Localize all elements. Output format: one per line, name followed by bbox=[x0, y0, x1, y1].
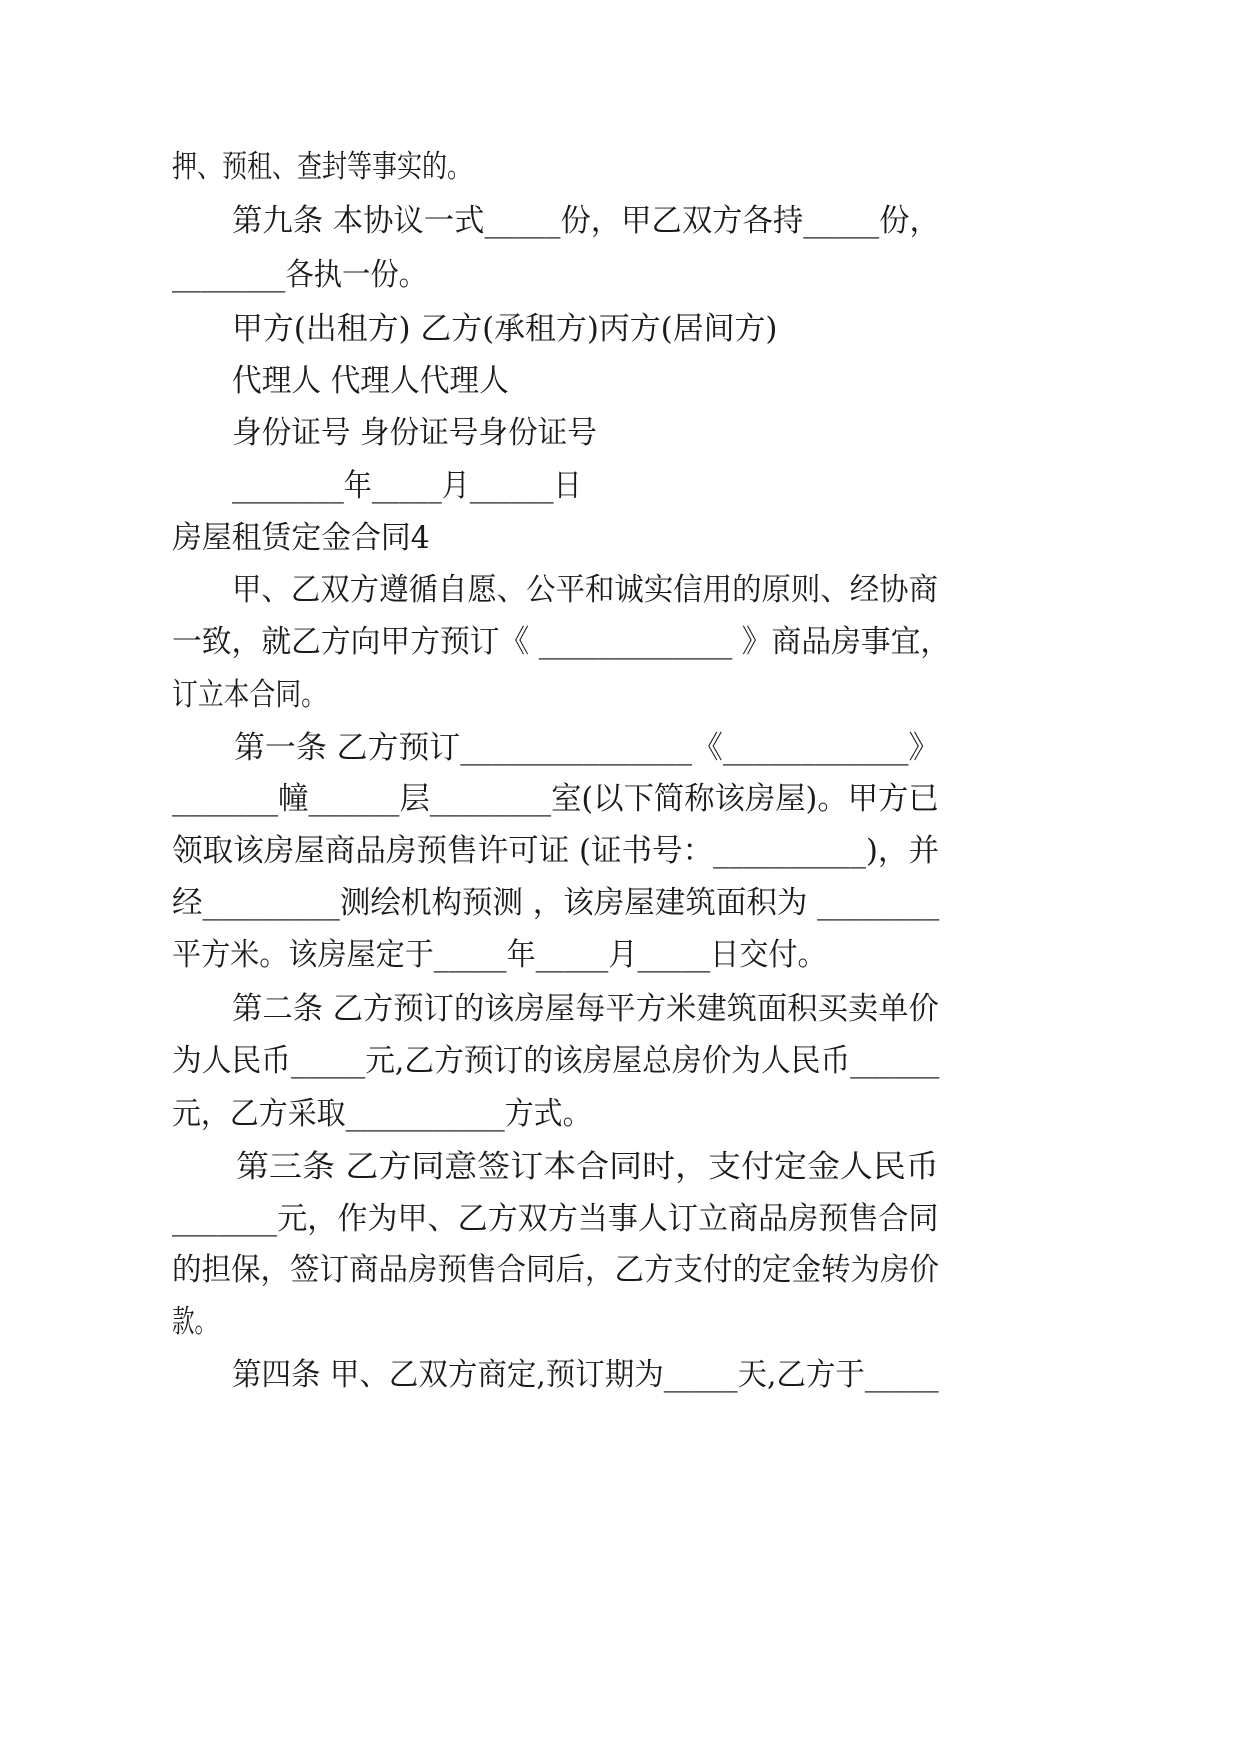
text-line: 第三条 乙方同意签订本合同时，支付定金人民币 bbox=[236, 1149, 939, 1185]
text-line: 押、预租、查封等事实的。 bbox=[172, 149, 472, 185]
text-line: 一致，就乙方向甲方预订《 _____________ 》商品房事宜， bbox=[172, 624, 951, 660]
text-line: ________各执一份。 bbox=[172, 257, 427, 293]
text-line: 经_________测绘机构预测 ，该房屋建筑面积为 ________ bbox=[172, 885, 940, 921]
text-line: ________年_____月______日 bbox=[232, 468, 582, 504]
text-line: 身份证号 身份证号身份证号 bbox=[232, 415, 597, 451]
text-line: 平方米。该房屋定于_____年_____月_____日交付。 bbox=[172, 937, 827, 973]
text-line: 甲、乙双方遵循自愿、公平和诚实信用的原则、经协商 bbox=[232, 572, 938, 608]
text-line: 甲方(出租方) 乙方(承租方)丙方(居间方) bbox=[232, 311, 778, 347]
text-line: 第二条 乙方预订的该房屋每平方米建筑面积买卖单价 bbox=[232, 991, 939, 1027]
text-line: 代理人 代理人代理人 bbox=[232, 363, 509, 399]
text-line: 第四条 甲、乙双方商定,预订期为_____天,乙方于_____ bbox=[232, 1357, 939, 1393]
text-line: 款。 bbox=[172, 1304, 217, 1340]
text-line: 的担保，签订商品房预售合同后，乙方支付的定金转为房价 bbox=[172, 1252, 939, 1288]
text-line: 元，乙方采取___________方式。 bbox=[172, 1096, 592, 1132]
text-line: _______幢______层________室(以下简称该房屋)。甲方已 bbox=[172, 781, 939, 817]
text-line: 订立本合同。 bbox=[172, 677, 327, 713]
section-title: 房屋租赁定金合同4 bbox=[172, 520, 430, 556]
text-line: 第九条 本协议一式_____份，甲乙双方各持_____份， bbox=[232, 203, 940, 239]
text-line: 第一条 乙方预订_______________《____________》 bbox=[234, 730, 940, 766]
text-line: 为人民币_____元,乙方预订的该房屋总房价为人民币______ bbox=[172, 1043, 940, 1079]
text-line: 领取该房屋商品房预售许可证 (证书号：__________)，并 bbox=[172, 833, 940, 869]
text-line: _______元，作为甲、乙方双方当事人订立商品房预售合同 bbox=[172, 1201, 939, 1237]
